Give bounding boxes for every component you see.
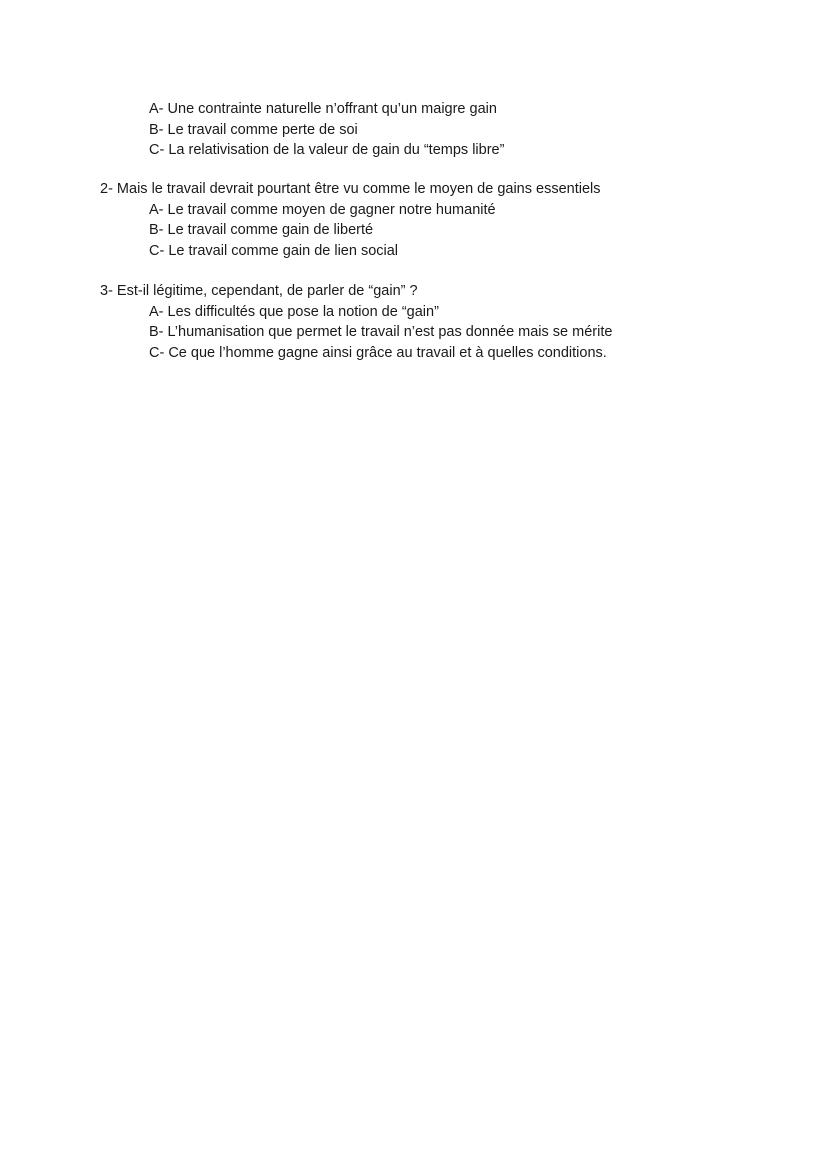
subitem-2a: A- Le travail comme moyen de gagner notre humanité bbox=[149, 201, 496, 218]
subitem-2b: B- Le travail comme gain de liberté bbox=[149, 222, 374, 238]
subitem-1b: B- Le travail comme perte de soi bbox=[149, 121, 358, 138]
section-2-heading: 2- Mais le travail devrait pourtant être vu comme le moyen de gains essentiels bbox=[100, 181, 601, 197]
subitem-1a: A- Une contrainte naturelle n’offrant qu’un maigre gain bbox=[149, 101, 497, 117]
subitem-3b: B- L’humanisation que permet le travail n’est pas donnée mais se mérite bbox=[149, 324, 613, 340]
section-1-subitems bbox=[0, 99, 828, 161]
subitem-3a: A- Les difficultés que pose la notion de “gain” bbox=[149, 303, 439, 320]
section-3 bbox=[0, 281, 828, 363]
section-2 bbox=[0, 179, 828, 261]
subitem-1c: C- La relativisation de la valeur de gain du “temps libre” bbox=[149, 142, 505, 158]
section-3-heading: 3- Est-il légitime, cependant, de parler de “gain” ? bbox=[100, 283, 418, 299]
subitem-3c: C- Ce que l’homme gagne ainsi grâce au travail et à quelles conditions. bbox=[149, 344, 607, 361]
subitem-2c: C- Le travail comme gain de lien social bbox=[149, 242, 399, 259]
